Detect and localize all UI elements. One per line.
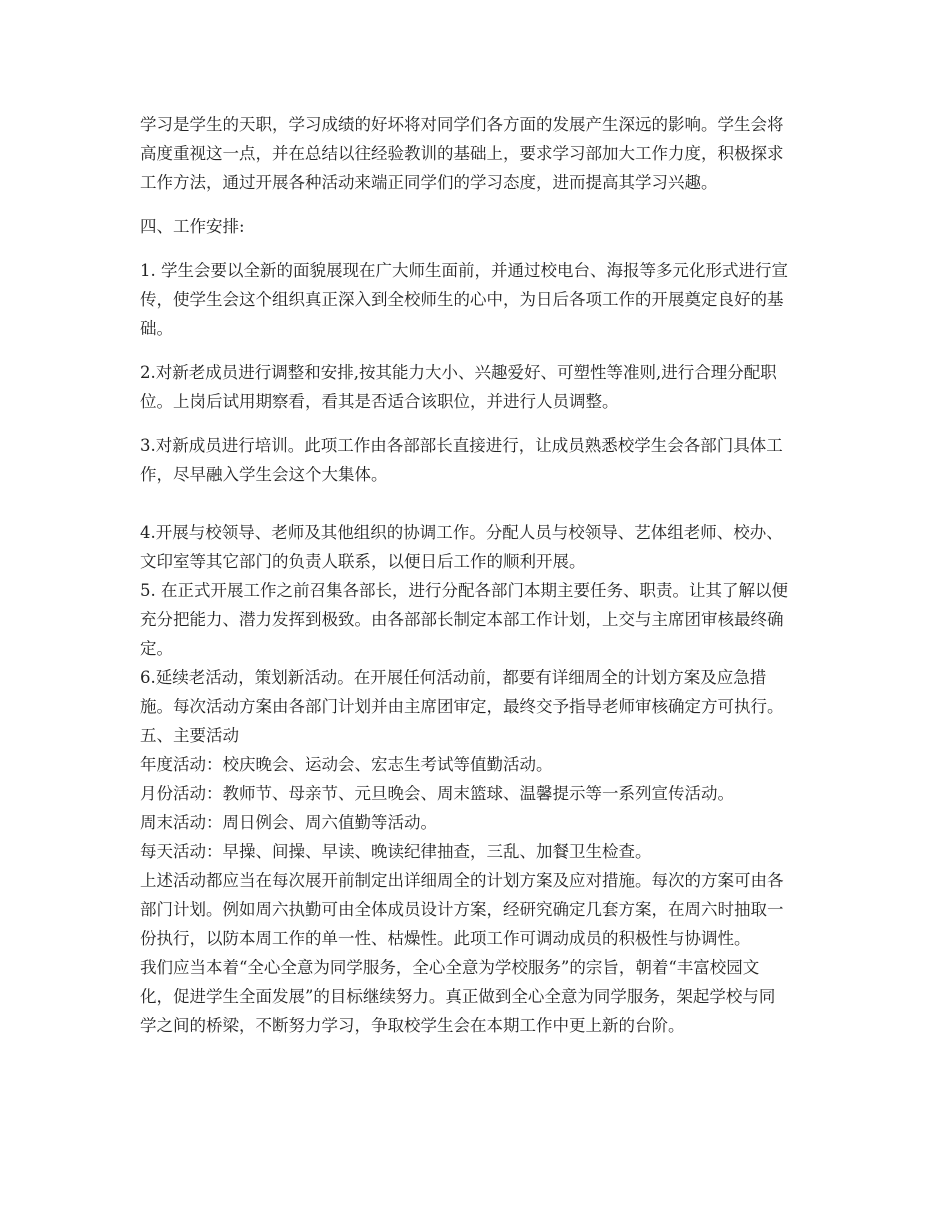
text-line: 上述活动都应当在每次展开前制定出详细周全的计划方案及应对措施。每次的方案可由各 xyxy=(140,871,784,890)
text-line: 1. 学生会要以全新的面貌展现在广大师生面前，并通过校电台、海报等多元化形式进行宣 xyxy=(140,261,788,280)
text-line: 学之间的桥梁，不断努力学习，争取校学生会在本期工作中更上新的台阶。 xyxy=(140,1016,685,1035)
text-line: 份执行，以防本周工作的单一性、枯燥性。此项工作可调动成员的积极性与协调性。 xyxy=(140,929,751,948)
text-line: 3.对新成员进行培训。此项工作由各部部长直接进行，让成员熟悉校学生会各部门具体工 xyxy=(140,436,783,455)
text-line: 6.延续老活动，策划新活动。在开展任何活动前，都要有详细周全的计划方案及应急措 xyxy=(140,668,767,687)
text-line: 年度活动：校庆晚会、运动会、宏志生考试等值勤活动。 xyxy=(140,755,553,774)
list-item-3 xyxy=(140,431,812,489)
text-line: 定。 xyxy=(140,639,173,658)
text-line: 文印室等其它部门的负责人联系，以便日后工作的顺利开展。 xyxy=(140,552,586,571)
text-line: 月份活动：教师节、母亲节、元旦晚会、周末篮球、温馨提示等一系列宣传活动。 xyxy=(140,784,734,803)
list-item-2 xyxy=(140,358,812,416)
text-line: 4.开展与校领导、老师及其他组织的协调工作。分配人员与校领导、艺体组老师、校办、 xyxy=(140,523,783,542)
text-line: 施。每次活动方案由各部门计划并由主席团审定，最终交予指导老师审核确定方可执行。 xyxy=(140,697,784,716)
section-heading: 五、主要活动 xyxy=(140,726,239,745)
text-line: 学习是学生的天职，学习成绩的好坏将对同学们各方面的发展产生深远的影响。学生会将 xyxy=(140,115,784,134)
text-line: 位。上岗后试用期察看，看其是否适合该职位，并进行人员调整。 xyxy=(140,392,619,411)
text-line: 充分把能力、潜力发挥到极致。由各部部长制定本部工作计划，上交与主席团审核最终确 xyxy=(140,610,784,629)
intro-paragraph xyxy=(140,110,812,197)
section-heading: 四、工作安排: xyxy=(140,217,245,236)
continuous-block xyxy=(140,518,812,1040)
text-line: 2.对新老成员进行调整和安排,按其能力大小、兴趣爱好、可塑性等准则,进行合理分配职 xyxy=(140,363,777,382)
document-body xyxy=(140,110,812,1040)
text-line: 周末活动：周日例会、周六值勤等活动。 xyxy=(140,813,437,832)
text-line: 每天活动：早操、间操、早读、晚读纪律抽查，三乱、加餐卫生检查。 xyxy=(140,842,652,861)
list-item-1 xyxy=(140,256,812,343)
text-line: 工作方法，通过开展各种活动来端正同学们的学习态度，进而提高其学习兴趣。 xyxy=(140,173,718,192)
text-line: 我们应当本着“全心全意为同学服务，全心全意为学校服务”的宗旨，朝着“丰富校园文 xyxy=(140,958,760,977)
text-line: 部门计划。例如周六执勤可由全体成员设计方案，经研究确定几套方案，在周六时抽取一 xyxy=(140,900,784,919)
text-line: 高度重视这一点，并在总结以往经验教训的基础上，要求学习部加大工作力度，积极探求 xyxy=(140,144,784,163)
text-line: 传，使学生会这个组织真正深入到全校师生的心中，为日后各项工作的开展奠定良好的基 xyxy=(140,290,784,309)
text-line: 作，尽早融入学生会这个大集体。 xyxy=(140,465,388,484)
text-line: 础。 xyxy=(140,319,173,338)
text-line: 5. 在正式开展工作之前召集各部长，进行分配各部门本期主要任务、职责。让其了解以便 xyxy=(140,581,788,600)
text-line: 化，促进学生全面发展”的目标继续努力。真正做到全心全意为同学服务，架起学校与同 xyxy=(140,987,776,1006)
